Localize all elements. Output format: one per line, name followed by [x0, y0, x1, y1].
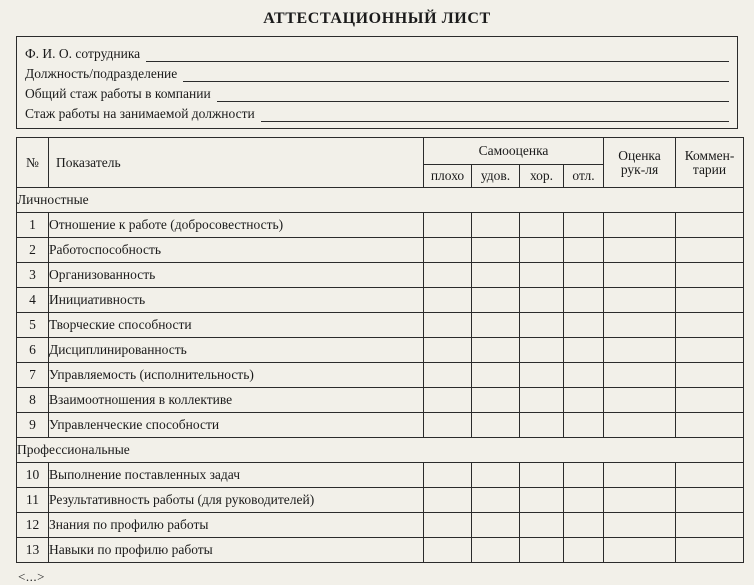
cell-self-excellent[interactable] — [564, 238, 604, 263]
cell-self-excellent[interactable] — [564, 213, 604, 238]
cell-self-satisfactory[interactable] — [472, 388, 520, 413]
cell-self-good[interactable] — [520, 413, 564, 438]
cell-self-good[interactable] — [520, 213, 564, 238]
column-header-self-excellent: отл. — [564, 165, 604, 188]
header-field-input-line[interactable] — [261, 108, 729, 122]
table-row — [17, 463, 744, 488]
cell-manager-assessment[interactable] — [604, 338, 676, 363]
cell-comments[interactable] — [676, 513, 744, 538]
table-row — [17, 513, 744, 538]
column-header-number: № — [17, 138, 49, 188]
row-number: 13 — [17, 538, 49, 563]
cell-self-bad[interactable] — [424, 263, 472, 288]
cell-self-good[interactable] — [520, 238, 564, 263]
header-field-label: Должность/подразделение — [25, 66, 178, 81]
table-header-row-top — [17, 138, 744, 165]
row-number: 6 — [17, 338, 49, 363]
table-row — [17, 488, 744, 513]
table-section-row — [17, 188, 744, 213]
cell-self-good[interactable] — [520, 513, 564, 538]
cell-self-bad[interactable] — [424, 313, 472, 338]
cell-manager-assessment[interactable] — [604, 413, 676, 438]
cell-comments[interactable] — [676, 413, 744, 438]
column-header-self-bad: плохо — [424, 165, 472, 188]
cell-self-excellent[interactable] — [564, 463, 604, 488]
cell-self-good[interactable] — [520, 388, 564, 413]
cell-self-bad[interactable] — [424, 363, 472, 388]
cell-self-good[interactable] — [520, 263, 564, 288]
cell-self-satisfactory[interactable] — [472, 363, 520, 388]
table-row — [17, 313, 744, 338]
cell-self-bad[interactable] — [424, 238, 472, 263]
cell-self-excellent[interactable] — [564, 288, 604, 313]
cell-self-excellent[interactable] — [564, 488, 604, 513]
cell-comments[interactable] — [676, 263, 744, 288]
column-header-self-good: хор. — [520, 165, 564, 188]
row-number: 5 — [17, 313, 49, 338]
comments-line2: тарии — [692, 161, 727, 177]
row-indicator: Выполнение поставленных задач — [49, 463, 424, 488]
column-header-indicator: Показатель — [49, 138, 424, 188]
row-indicator: Навыки по профилю работы — [49, 538, 424, 563]
table-row — [17, 538, 744, 563]
column-header-manager-assessment — [604, 138, 676, 188]
table-row — [17, 263, 744, 288]
cell-self-good[interactable] — [520, 488, 564, 513]
section-title-personal: Личностные — [17, 188, 744, 213]
table-row — [17, 288, 744, 313]
row-number: 4 — [17, 288, 49, 313]
header-fields-box — [16, 36, 738, 129]
row-indicator: Знания по профилю работы — [49, 513, 424, 538]
cell-manager-assessment[interactable] — [604, 238, 676, 263]
cell-self-excellent[interactable] — [564, 313, 604, 338]
row-indicator: Управленческие способности — [49, 413, 424, 438]
assessment-table — [16, 137, 744, 563]
row-number: 12 — [17, 513, 49, 538]
table-row — [17, 238, 744, 263]
cell-comments[interactable] — [676, 538, 744, 563]
cell-self-satisfactory[interactable] — [472, 288, 520, 313]
cell-self-satisfactory[interactable] — [472, 538, 520, 563]
table-row — [17, 363, 744, 388]
cell-manager-assessment[interactable] — [604, 288, 676, 313]
cell-self-satisfactory[interactable] — [472, 488, 520, 513]
cell-self-satisfactory[interactable] — [472, 338, 520, 363]
header-field-input-line[interactable] — [183, 68, 729, 82]
cell-self-excellent[interactable] — [564, 538, 604, 563]
cell-self-good[interactable] — [520, 463, 564, 488]
row-number: 11 — [17, 488, 49, 513]
cell-self-good[interactable] — [520, 363, 564, 388]
row-indicator: Дисциплинированность — [49, 338, 424, 363]
row-indicator: Творческие способности — [49, 313, 424, 338]
column-header-self-assessment: Самооценка — [424, 138, 604, 165]
column-header-comments — [676, 138, 744, 188]
cell-manager-assessment[interactable] — [604, 463, 676, 488]
row-indicator: Работоспособность — [49, 238, 424, 263]
cell-self-bad[interactable] — [424, 513, 472, 538]
cell-self-satisfactory[interactable] — [472, 238, 520, 263]
row-number: 10 — [17, 463, 49, 488]
cell-self-bad[interactable] — [424, 413, 472, 438]
cell-self-satisfactory[interactable] — [472, 263, 520, 288]
cell-self-excellent[interactable] — [564, 338, 604, 363]
cell-comments[interactable] — [676, 238, 744, 263]
cell-comments[interactable] — [676, 388, 744, 413]
cell-self-satisfactory[interactable] — [472, 213, 520, 238]
cell-self-satisfactory[interactable] — [472, 463, 520, 488]
cell-self-excellent[interactable] — [564, 263, 604, 288]
column-header-self-satisfactory: удов. — [472, 165, 520, 188]
row-indicator: Инициативность — [49, 288, 424, 313]
header-field-input-line[interactable] — [217, 88, 729, 102]
header-field-position — [25, 62, 729, 82]
comments-line1: Коммен- — [684, 147, 735, 163]
cell-self-good[interactable] — [520, 313, 564, 338]
header-field-label: Общий стаж работы в компании — [25, 86, 211, 101]
cell-comments[interactable] — [676, 313, 744, 338]
cell-comments[interactable] — [676, 288, 744, 313]
header-field-label: Стаж работы на занимаемой должности — [25, 106, 255, 121]
table-row — [17, 213, 744, 238]
page-title: АТТЕСТАЦИОННЫЙ ЛИСТ — [263, 10, 491, 27]
cell-manager-assessment[interactable] — [604, 488, 676, 513]
row-indicator: Отношение к работе (добросовестность) — [49, 213, 424, 238]
row-number: 7 — [17, 363, 49, 388]
cell-self-bad[interactable] — [424, 463, 472, 488]
row-number: 9 — [17, 413, 49, 438]
cell-manager-assessment[interactable] — [604, 388, 676, 413]
header-field-total-experience — [25, 82, 729, 102]
row-indicator: Управляемость (исполнительность) — [49, 363, 424, 388]
cell-self-satisfactory[interactable] — [472, 313, 520, 338]
cell-manager-assessment[interactable] — [604, 263, 676, 288]
header-field-input-line[interactable] — [146, 48, 729, 62]
row-number: 3 — [17, 263, 49, 288]
header-field-position-experience — [25, 102, 729, 122]
cell-manager-assessment[interactable] — [604, 513, 676, 538]
cell-self-bad[interactable] — [424, 288, 472, 313]
cell-manager-assessment[interactable] — [604, 213, 676, 238]
cell-self-bad[interactable] — [424, 338, 472, 363]
cell-comments[interactable] — [676, 363, 744, 388]
table-row — [17, 413, 744, 438]
continuation-note: <...> — [18, 569, 45, 584]
manager-assessment-line2: рук-ля — [620, 161, 659, 177]
header-field-label: Ф. И. О. сотрудника — [25, 46, 141, 61]
cell-self-satisfactory[interactable] — [472, 513, 520, 538]
table-row — [17, 388, 744, 413]
table-row — [17, 338, 744, 363]
table-section-row — [17, 438, 744, 463]
section-title-professional: Профессиональные — [17, 438, 744, 463]
row-indicator: Результативность работы (для руководителей) — [49, 488, 424, 513]
cell-manager-assessment[interactable] — [604, 313, 676, 338]
cell-self-good[interactable] — [520, 538, 564, 563]
row-number: 1 — [17, 213, 49, 238]
cell-self-excellent[interactable] — [564, 363, 604, 388]
cell-self-bad[interactable] — [424, 213, 472, 238]
row-indicator: Организованность — [49, 263, 424, 288]
cell-comments[interactable] — [676, 213, 744, 238]
cell-comments[interactable] — [676, 338, 744, 363]
row-indicator: Взаимоотношения в коллективе — [49, 388, 424, 413]
cell-self-satisfactory[interactable] — [472, 413, 520, 438]
row-number: 2 — [17, 238, 49, 263]
cell-self-bad[interactable] — [424, 488, 472, 513]
cell-manager-assessment[interactable] — [604, 538, 676, 563]
cell-comments[interactable] — [676, 463, 744, 488]
cell-self-excellent[interactable] — [564, 513, 604, 538]
manager-assessment-line1: Оценка — [618, 147, 661, 163]
cell-self-good[interactable] — [520, 338, 564, 363]
cell-self-good[interactable] — [520, 288, 564, 313]
cell-self-bad[interactable] — [424, 538, 472, 563]
cell-self-excellent[interactable] — [564, 388, 604, 413]
cell-self-bad[interactable] — [424, 388, 472, 413]
cell-manager-assessment[interactable] — [604, 363, 676, 388]
cell-self-excellent[interactable] — [564, 413, 604, 438]
row-number: 8 — [17, 388, 49, 413]
cell-comments[interactable] — [676, 488, 744, 513]
header-field-fio — [25, 42, 729, 62]
